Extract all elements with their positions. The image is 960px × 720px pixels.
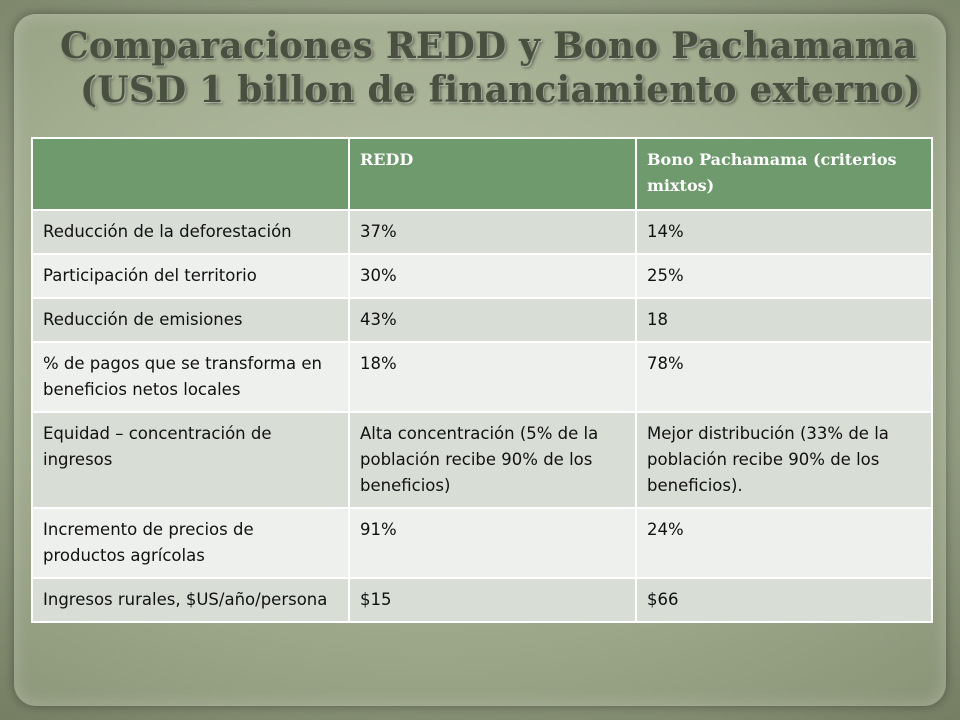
comparison-table	[31, 137, 933, 623]
redd-value-cell: 37%	[349, 210, 636, 254]
row-label-cell: Equidad – concentración de ingresos	[32, 412, 349, 508]
table-row	[32, 342, 932, 412]
slide-title	[60, 24, 940, 112]
title-line-2: (USD 1 billon de financiamiento externo)	[80, 69, 922, 111]
header-cell-empty	[32, 138, 349, 210]
row-label-cell: % de pagos que se transforma en beneficios netos locales	[32, 342, 349, 412]
row-label-cell: Participación del territorio	[32, 254, 349, 298]
row-label-cell: Incremento de precios de productos agrícolas	[32, 508, 349, 578]
redd-value-cell: $15	[349, 578, 636, 622]
title-line-1: Comparaciones REDD y Bono Pachamama	[60, 25, 917, 67]
table-row	[32, 210, 932, 254]
bono-value-cell: $66	[636, 578, 932, 622]
table-row	[32, 298, 932, 342]
table-row	[32, 508, 932, 578]
row-label-cell: Reducción de emisiones	[32, 298, 349, 342]
bono-value-cell: Mejor distribución (33% de la población recibe 90% de los beneficios).	[636, 412, 932, 508]
table-row	[32, 578, 932, 622]
table-row	[32, 412, 932, 508]
table-header-row	[32, 138, 932, 210]
redd-value-cell: 30%	[349, 254, 636, 298]
header-cell-bono-pachamama: Bono Pachamama (criterios mixtos)	[636, 138, 932, 210]
redd-value-cell: Alta concentración (5% de la población recibe 90% de los beneficios)	[349, 412, 636, 508]
bono-value-cell: 18	[636, 298, 932, 342]
bono-value-cell: 24%	[636, 508, 932, 578]
bono-value-cell: 78%	[636, 342, 932, 412]
redd-value-cell: 91%	[349, 508, 636, 578]
redd-value-cell: 18%	[349, 342, 636, 412]
row-label-cell: Reducción de la deforestación	[32, 210, 349, 254]
table-row	[32, 254, 932, 298]
row-label-cell: Ingresos rurales, $US/año/persona	[32, 578, 349, 622]
bono-value-cell: 14%	[636, 210, 932, 254]
header-cell-redd: REDD	[349, 138, 636, 210]
redd-value-cell: 43%	[349, 298, 636, 342]
bono-value-cell: 25%	[636, 254, 932, 298]
